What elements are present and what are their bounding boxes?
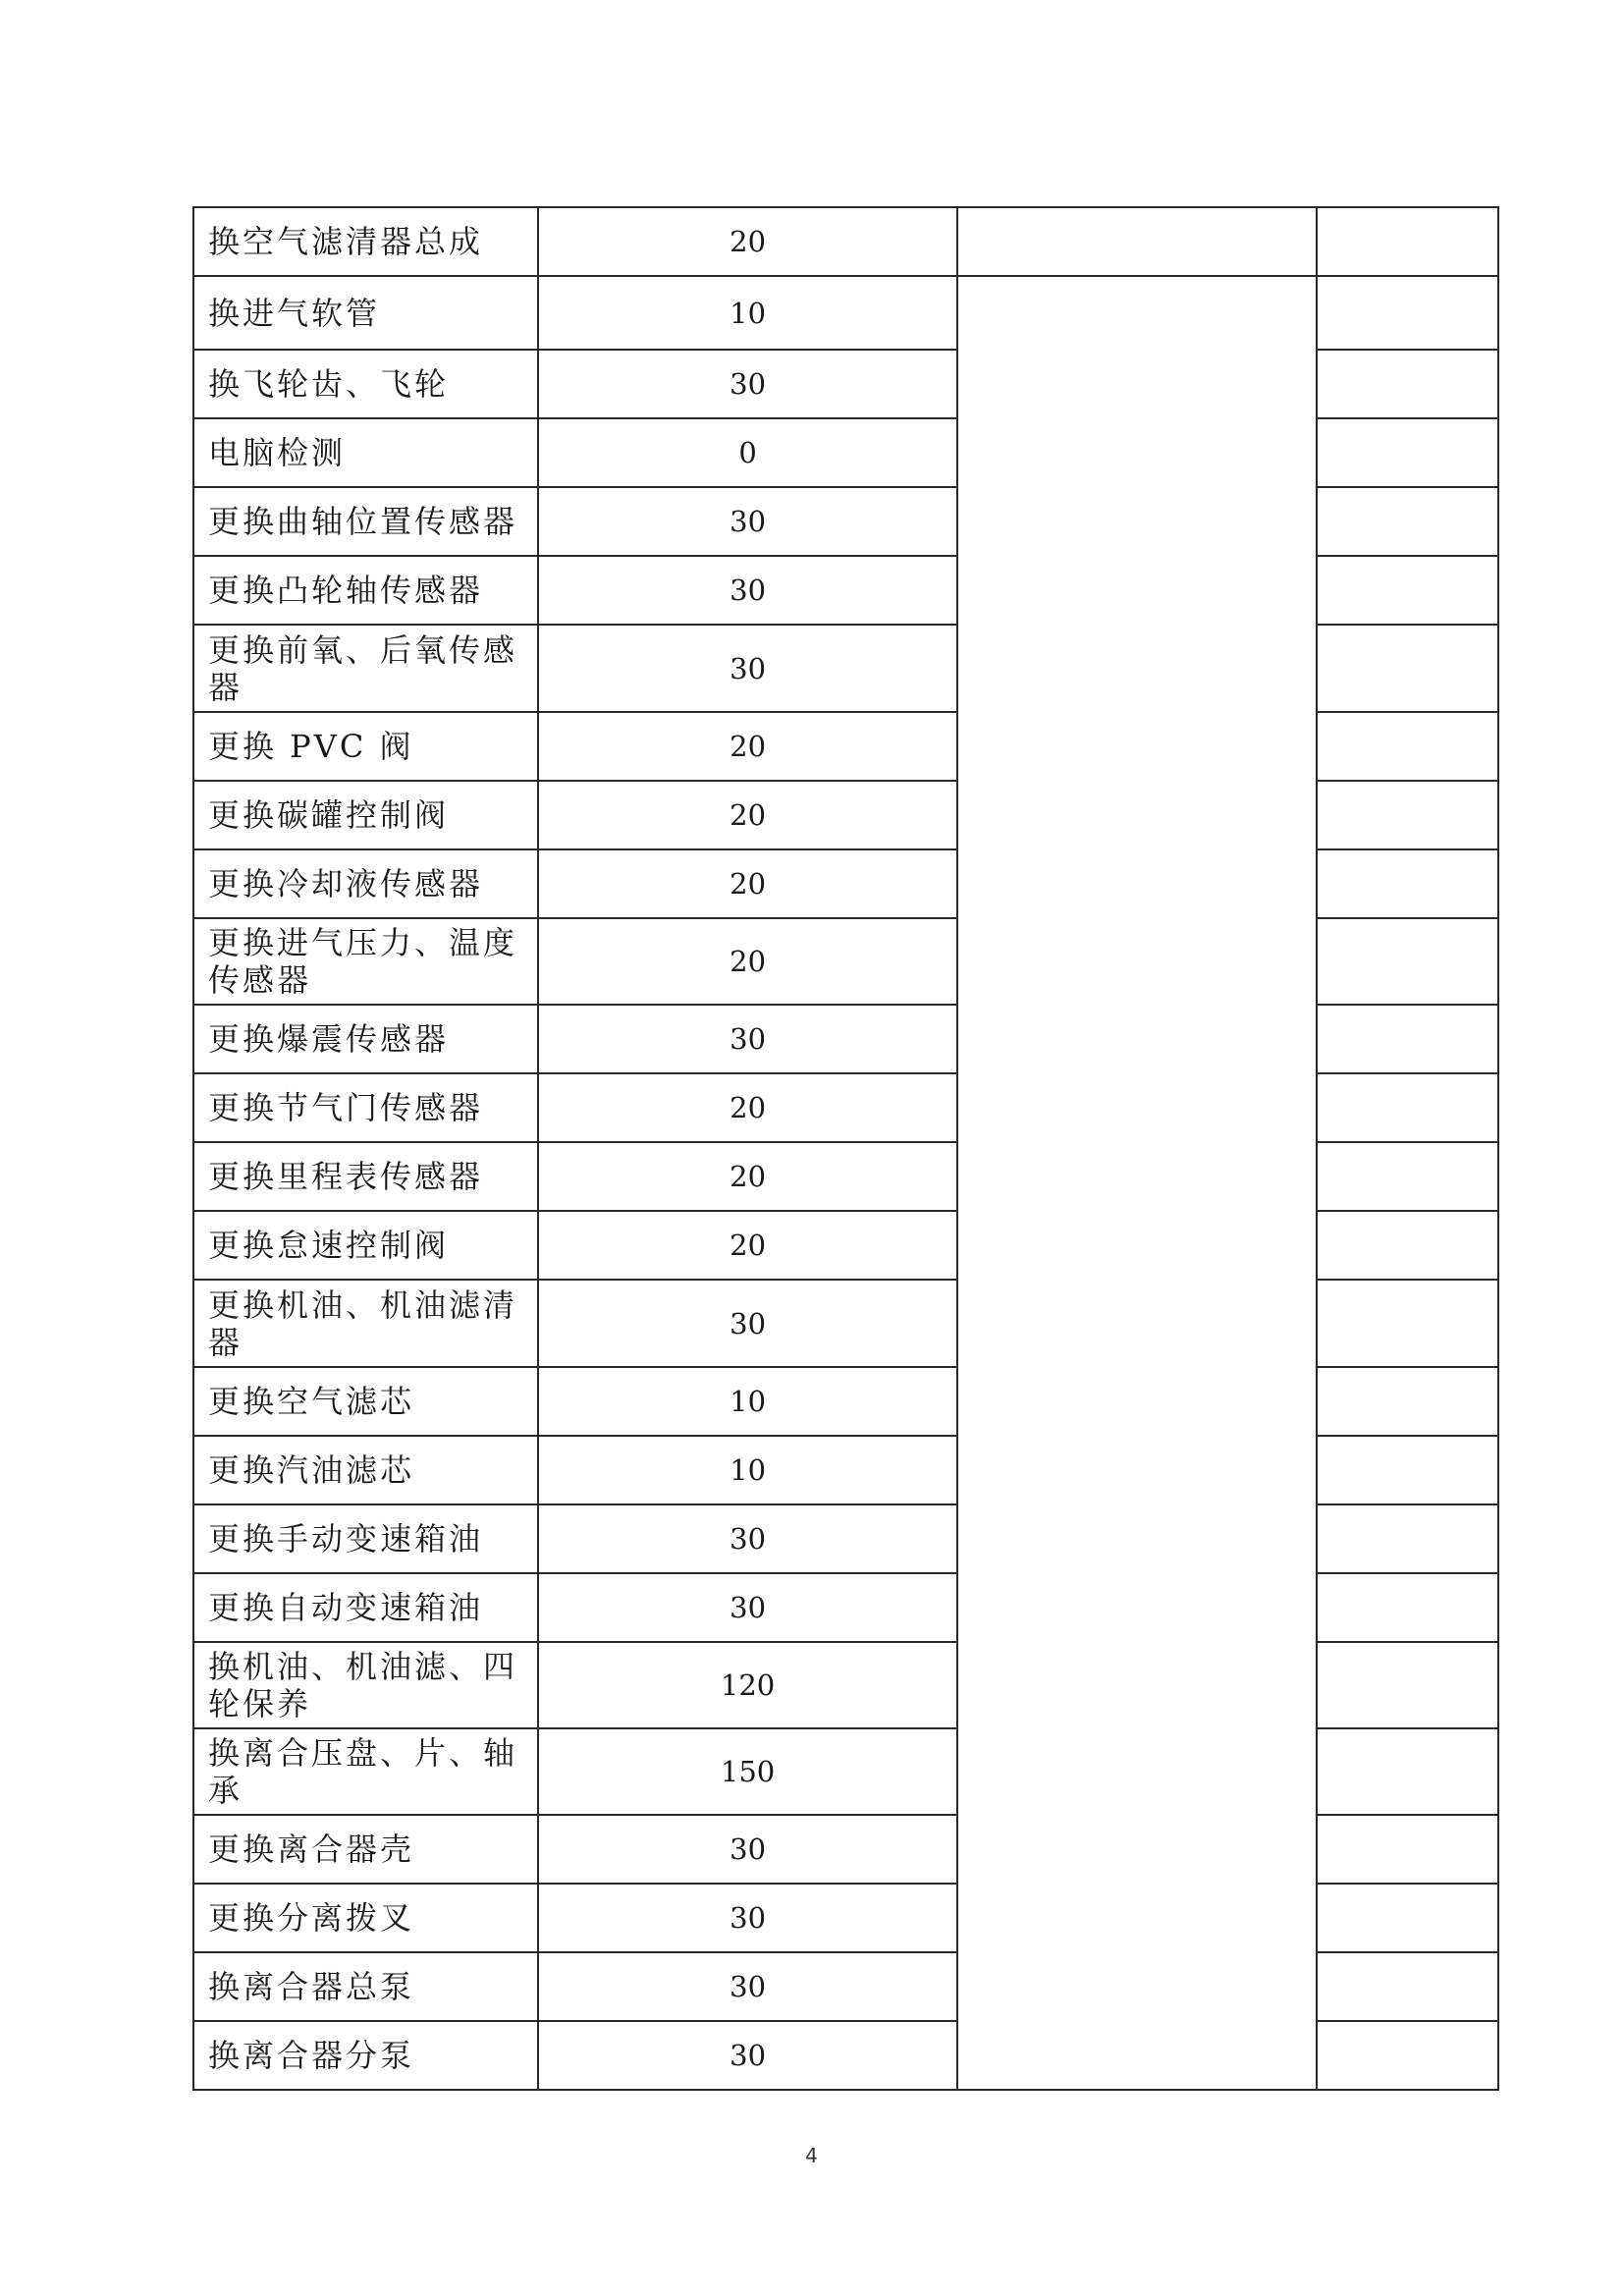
item-value-cell: 20 (538, 1211, 957, 1280)
empty-cell (1317, 487, 1498, 556)
item-value-cell: 30 (538, 1280, 957, 1367)
empty-cell (1317, 918, 1498, 1005)
table-row (193, 207, 1498, 276)
empty-cell (1317, 1728, 1498, 1815)
empty-cell (1317, 1142, 1498, 1211)
empty-cell (1317, 849, 1498, 918)
item-name-cell: 更换 PVC 阀 (193, 712, 538, 781)
empty-cell (1317, 1211, 1498, 1280)
item-name-cell: 换机油、机油滤、四轮保养 (193, 1642, 538, 1728)
item-value-cell: 20 (538, 849, 957, 918)
item-value-cell: 30 (538, 487, 957, 556)
item-value-cell: 30 (538, 1005, 957, 1073)
labor-hours-table (192, 206, 1499, 2091)
item-name-cell: 更换机油、机油滤清器 (193, 1280, 538, 1367)
item-name-cell: 更换凸轮轴传感器 (193, 556, 538, 625)
empty-cell (1317, 1280, 1498, 1367)
item-value-cell: 30 (538, 1815, 957, 1884)
item-name-cell: 更换怠速控制阀 (193, 1211, 538, 1280)
item-value-cell: 20 (538, 712, 957, 781)
merged-empty-cell (957, 276, 1317, 2090)
empty-cell (1317, 207, 1498, 276)
item-name-cell: 更换节气门传感器 (193, 1073, 538, 1142)
item-value-cell: 10 (538, 1367, 957, 1436)
item-name-cell: 更换进气压力、温度传感器 (193, 918, 538, 1005)
item-name-cell: 更换碳罐控制阀 (193, 781, 538, 849)
item-value-cell: 0 (538, 418, 957, 487)
item-name-cell: 电脑检测 (193, 418, 538, 487)
empty-cell (1317, 2021, 1498, 2090)
item-value-cell: 20 (538, 207, 957, 276)
empty-cell (1317, 1815, 1498, 1884)
item-name-cell: 更换分离拨叉 (193, 1884, 538, 1952)
item-name-cell: 更换空气滤芯 (193, 1367, 538, 1436)
item-value-cell: 20 (538, 918, 957, 1005)
item-value-cell: 30 (538, 625, 957, 712)
item-name-cell: 换进气软管 (193, 276, 538, 350)
empty-cell (1317, 1884, 1498, 1952)
item-value-cell: 30 (538, 1884, 957, 1952)
item-value-cell: 30 (538, 556, 957, 625)
empty-cell (1317, 1073, 1498, 1142)
item-value-cell: 10 (538, 276, 957, 350)
item-value-cell: 120 (538, 1642, 957, 1728)
item-name-cell: 更换自动变速箱油 (193, 1573, 538, 1642)
item-value-cell: 20 (538, 781, 957, 849)
item-name-cell: 更换前氧、后氧传感器 (193, 625, 538, 712)
item-name-cell: 更换冷却液传感器 (193, 849, 538, 918)
item-name-cell: 更换曲轴位置传感器 (193, 487, 538, 556)
empty-cell (1317, 556, 1498, 625)
empty-cell (1317, 1573, 1498, 1642)
empty-cell (1317, 1005, 1498, 1073)
item-name-cell: 更换里程表传感器 (193, 1142, 538, 1211)
item-value-cell: 30 (538, 1573, 957, 1642)
item-name-cell: 换离合压盘、片、轴承 (193, 1728, 538, 1815)
item-name-cell: 换离合器总泵 (193, 1952, 538, 2021)
item-value-cell: 30 (538, 1504, 957, 1573)
empty-cell (1317, 712, 1498, 781)
item-value-cell: 30 (538, 350, 957, 418)
empty-cell (1317, 1642, 1498, 1728)
item-value-cell: 20 (538, 1073, 957, 1142)
page-number: 4 (805, 2144, 818, 2167)
item-name-cell: 更换爆震传感器 (193, 1005, 538, 1073)
empty-cell (1317, 276, 1498, 350)
item-value-cell: 20 (538, 1142, 957, 1211)
empty-cell (1317, 1952, 1498, 2021)
item-name-cell: 换飞轮齿、飞轮 (193, 350, 538, 418)
item-value-cell: 10 (538, 1436, 957, 1504)
empty-cell (1317, 1504, 1498, 1573)
item-value-cell: 30 (538, 1952, 957, 2021)
item-name-cell: 更换手动变速箱油 (193, 1504, 538, 1573)
empty-cell (1317, 1367, 1498, 1436)
empty-cell (957, 207, 1317, 276)
empty-cell (1317, 1436, 1498, 1504)
table-row (193, 276, 1498, 350)
empty-cell (1317, 418, 1498, 487)
empty-cell (1317, 781, 1498, 849)
item-name-cell: 换离合器分泵 (193, 2021, 538, 2090)
item-name-cell: 换空气滤清器总成 (193, 207, 538, 276)
item-name-cell: 更换离合器壳 (193, 1815, 538, 1884)
empty-cell (1317, 350, 1498, 418)
empty-cell (1317, 625, 1498, 712)
item-name-cell: 更换汽油滤芯 (193, 1436, 538, 1504)
item-value-cell: 30 (538, 2021, 957, 2090)
item-value-cell: 150 (538, 1728, 957, 1815)
